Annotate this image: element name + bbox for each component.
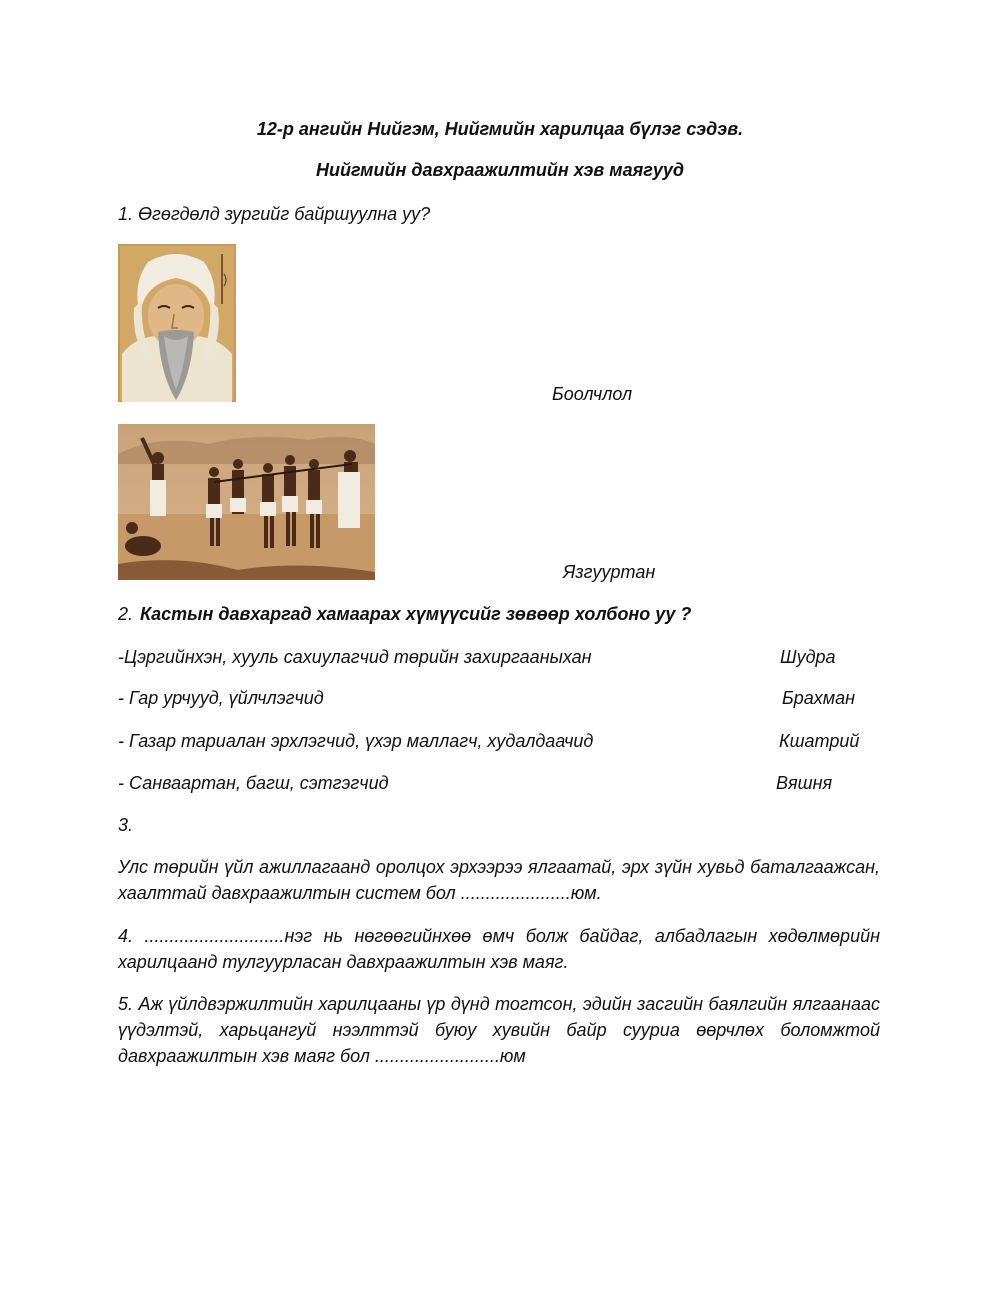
page-subtitle: Нийгмийн давхраажилтийн хэв маягууд — [316, 160, 684, 180]
question-2-prompt: Кастын давхаргад хамаарах хүмүүсийг зөвөөр холбоно уу ? — [140, 604, 692, 624]
question-3-text: Улс төрийн үйл ажиллагаанд оролцох эрхээрээ ялгаатай, эрх зүйн хувьд баталгаажсан, хаалттай давхраажилтын систем бол ......................юм. — [118, 857, 880, 903]
caste-description-2[interactable]: - Гар урчууд, үйлчлэгчид — [118, 688, 324, 708]
question-1-label-2[interactable]: Язгууртан — [563, 562, 656, 582]
caste-name-3[interactable]: Кшатрий — [779, 731, 860, 751]
caste-description-1[interactable]: -Цэргийнхэн, хууль сахиулагчид төрийн захиргааныхан — [118, 647, 592, 667]
caste-name-4[interactable]: Вяшня — [776, 773, 833, 793]
question-5-text: 5. Аж үйлдвэржилтийн харилцааны үр дүнд тогтсон, эдийн засгийн баялгийн ялгаанаас үүдэлтэй, харьцангуй нээлттэй буюу хувийн байр сууриа өөрчлөх боломжтой давхраажилтын хэв маяг бол .........................юм — [118, 994, 880, 1066]
question-3-number: 3. — [118, 815, 134, 835]
portrait-image[interactable] — [118, 244, 236, 402]
question-1-label-1[interactable]: Боолчлол — [552, 384, 633, 404]
question-4-text: 4. ............................нэг нь нөгөөгийнхөө өмч болж байдаг, албадлагын хөдөлмөрийн харилцаанд тулгуурласан давхраажилтын хэв маяг. — [118, 926, 880, 972]
caste-name-1[interactable]: Шудра — [780, 647, 836, 667]
page-title: 12-р ангийн Нийгэм, Нийгмийн харилцаа бүлэг сэдэв. — [256, 119, 744, 139]
caste-description-3[interactable]: - Газар тариалан эрхлэгчид, үхэр маллагч, худалдаачид — [118, 731, 594, 751]
caste-description-4[interactable]: - Санваартан, багш, сэтгэгчид — [118, 773, 389, 793]
caste-name-2[interactable]: Брахман — [782, 688, 855, 708]
question-1-prompt: 1. Өгөгдөлд зургийг байршуулна уу? — [118, 204, 431, 224]
question-2-number: 2. — [118, 604, 134, 624]
slavery-painting-image[interactable] — [118, 424, 375, 580]
